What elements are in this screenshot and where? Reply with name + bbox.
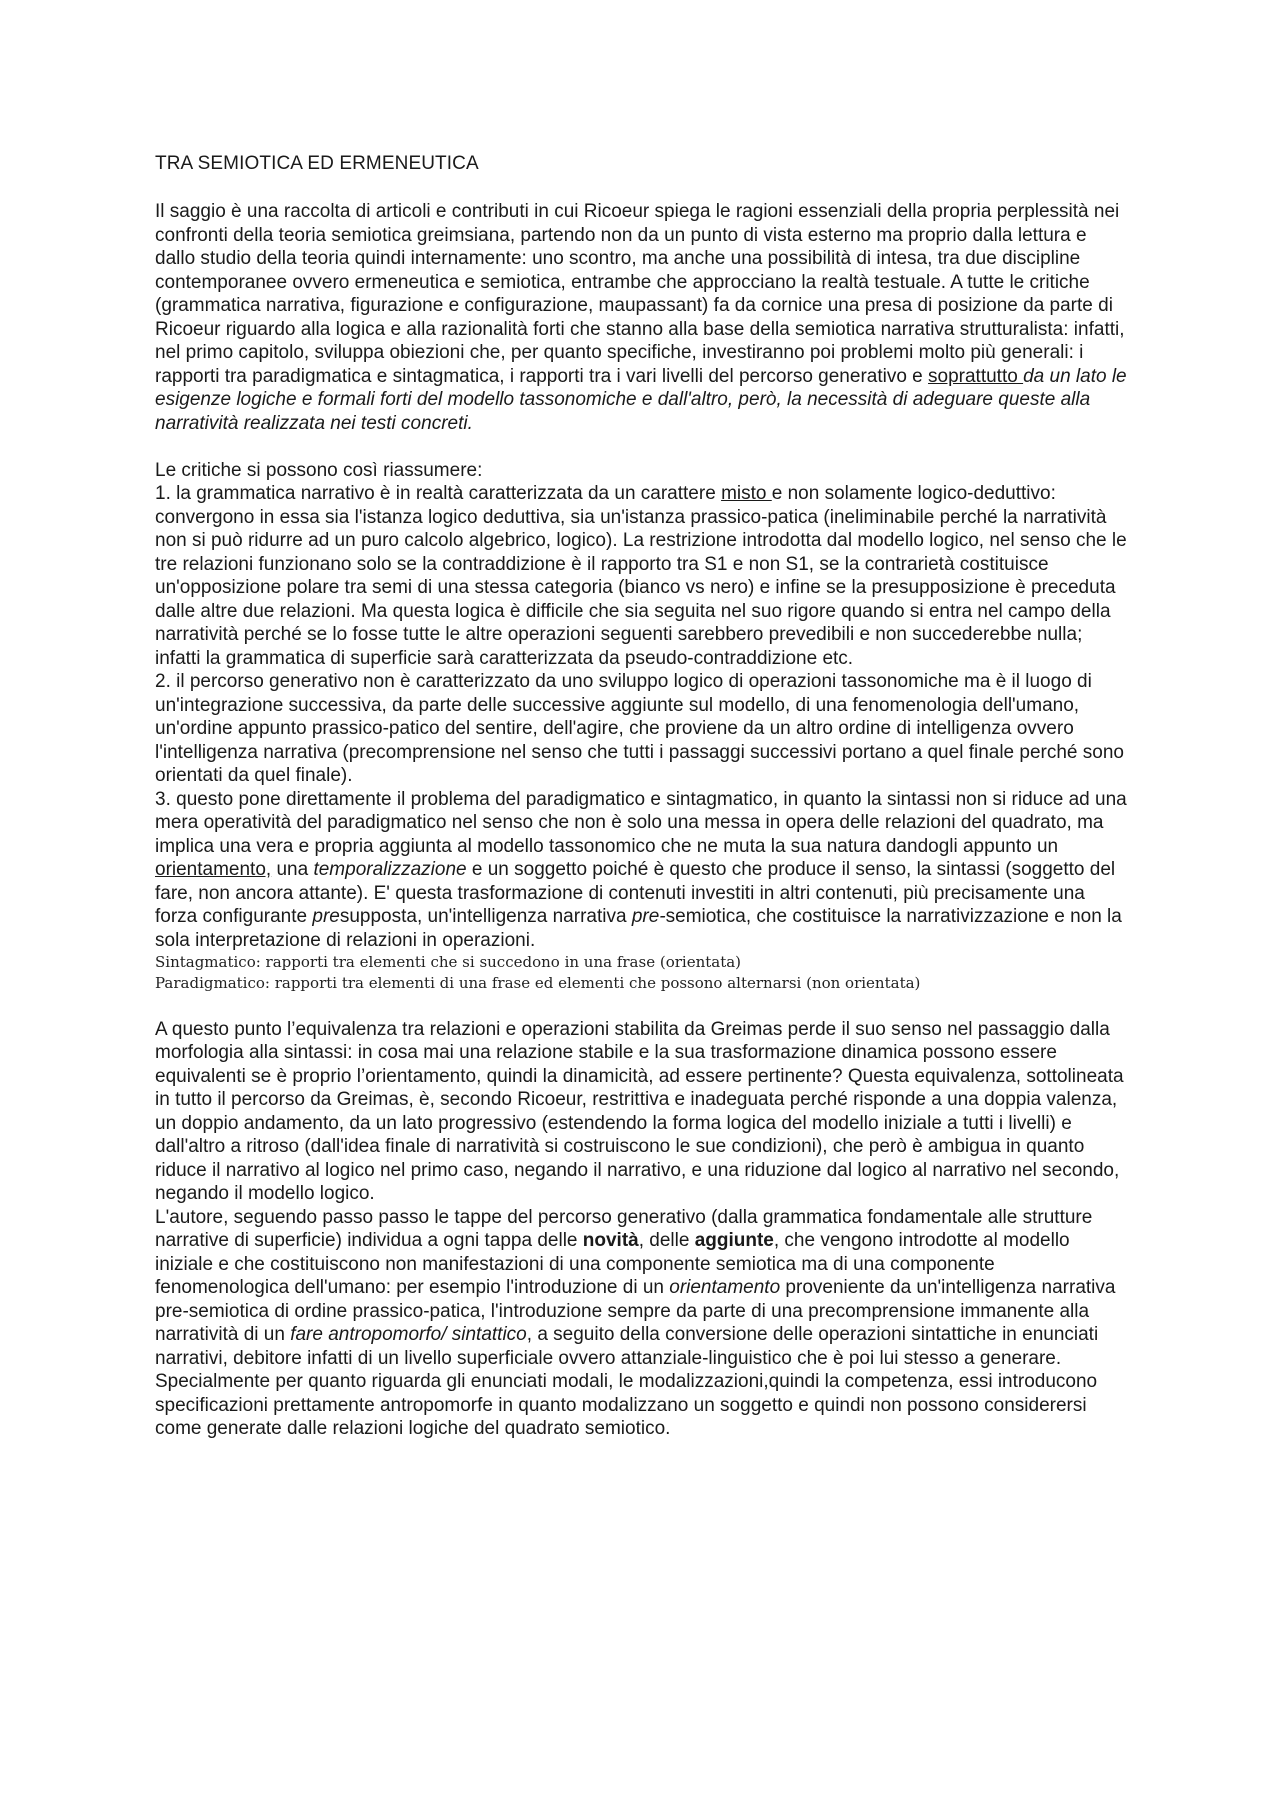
critique-1-text-a: 1. la grammatica narrativo è in realtà caratterizzata da un carattere (155, 483, 722, 504)
critique-1-text-b: e non solamente logico-deduttivo: convergono in essa sia l'istanza logico deduttiva, sia un'istanza prassico-patica (ineliminabile perché la narratività non si può ridurre ad un puro calcolo algebrico, logico). La restrizione introdotta dal modello logico, nel senso che le tre relazioni funzionano solo se la contraddizione è il rapporto tra S1 e non S1, se la contrarietà costituisce un'opposizione polare tra semi di una stessa categoria (bianco vs nero) e infine se la presupposizione è preceduta dalle altre due relazioni. Ma questa logica è difficile che sia seguita nel suo rigore quando si entra nel campo della narratività perché se lo fosse tutte le altre operazioni seguenti sarebbero prevedibili e non succederebbe nulla; infatti la grammatica di superficie sarà caratterizzata da pseudo-contraddizione etc. (155, 483, 1127, 669)
note-paradigmatico: Paradigmatico: rapporti tra elementi di una frase ed elementi che possono alternarsi (non orientata) (155, 974, 921, 992)
spacer (155, 435, 1130, 459)
critique-item-2: 2. il percorso generativo non è caratterizzato da uno sviluppo logico di operazioni tassonomiche ma è il luogo di un'integrazione successiva, da parte delle successive aggiunte sul modello, di una fenomenologia dell'umano, un'ordine appunto prassico-patico del sentire, dell'agire, che proviene da un altro ordine di intelligenza ovvero l'intelligenza narrativa (precomprensione nel senso che tutti i passaggi successivi portano a quel finale perché sono orientati da quel finale). (155, 671, 1124, 786)
critique-3-text-c: e un soggetto poiché è questo che produce il senso, la sintassi (soggetto del fare, non ancora attante). E' questa trasformazione di contenuti investiti in altri contenuti, più precisamente una forza configurante (155, 859, 1116, 927)
spacer (155, 994, 1130, 1018)
modal-paragraph: Specialmente per quanto riguarda gli enunciati modali, le modalizzazioni,quindi la competenza, essi introducono specificazioni prettamente antropomorfe in quanto modalizzano un soggetto e quindi non possono considerersi come generate dalle relazioni logiche del quadrato semiotico. (155, 1371, 1098, 1439)
critique-item-3 (155, 788, 1130, 953)
italic-fare-antropomorfo: fare antropomorfo/ sintattico (290, 1324, 527, 1345)
intro-paragraph (155, 200, 1130, 435)
bold-aggiunte: aggiunte (694, 1230, 774, 1251)
author-text-f: , a seguito della conversione delle operazioni sintattiche in enunciati narrativi, debitore infatti di un livello superficiale ovvero attanziale-linguistico che è poi lui stesso a generare. (155, 1324, 1099, 1369)
critique-3-italic-3: pre- (631, 906, 666, 927)
italic-phrase: da un lato le esigenze logiche e formali forti del modello tassonomiche e dall'altro, però, la necessità di adeguare queste alla narratività realizzata nei testi concreti. (155, 365, 1127, 434)
equivalence-paragraph: A questo punto l’equivalenza tra relazioni e operazioni stabilita da Greimas perde il suo senso nel passaggio dalla morfologia alla sintassi: in cosa mai una relazione stabile e la sua trasformazione dinamica possono essere equivalenti se è proprio l’orientamento, quindi la dinamicità, ad essere pertinente? Questa equivalenza, sottolineata in tutto il percorso da Greimas, è, secondo Ricoeur, restrittiva e inadeguata perché risponde a una doppia valenza, un doppio andamento, da un lato progressivo (estendendo la forma logica del modello iniziale a tutti i livelli) e dall'altro a ritroso (dall'idea finale di narratività si costruiscono le sue condizioni), che però è ambigua in quanto riduce il narrativo al logico nel primo caso, negando il narrativo, e una riduzione dal logico al narrativo nel secondo, negando il modello logico. (155, 1018, 1124, 1204)
critique-1-underlined: misto (721, 483, 772, 504)
critique-3-text-d: supposta, un'intelligenza narrativa (339, 906, 632, 927)
critique-3-italic-1: temporalizzazione (313, 859, 467, 880)
critique-3-text-a: 3. questo pone direttamente il problema del paradigmatico e sintagmatico, in quanto la sintassi non si riduce ad una mera operatività del paradigmatico nel senso che non è solo una messa in opera delle relazioni del quadrato, ma implica una vera e propria aggiunta al modello tassonomico che ne muta la sua natura dandogli appunto un (155, 788, 1127, 857)
document-title: TRA SEMIOTICA ED ERMENEUTICA (155, 153, 479, 174)
author-text-c: , delle (638, 1230, 695, 1251)
author-text-d: , che vengono introdotte al modello iniziale e che costituiscono non manifestazioni di una componente semiotica ma di una componente fenomenologica dell'umano: per esempio l'introduzione di un (155, 1230, 1070, 1298)
critique-item-1 (155, 482, 1130, 670)
intro-text: Il saggio è una raccolta di articoli e contributi in cui Ricoeur spiega le ragioni essenziali della propria perplessità nei confronti della teoria semiotica greimsiana, partendo non da un punto di vista esterno ma proprio dalla lettura e dallo studio della teoria quindi internamente: uno scontro, ma anche una possibilità di intesa, tra due discipline contemporanee ovvero ermeneutica e semiotica, entrambe che approcciano la realtà testuale. A tutte le critiche (grammatica narrativa, figurazione e configurazione, maupassant) fa da cornice una presa di posizione da parte di Ricoeur riguardo alla logica e alla razionalità forti che stanno alla base della semiotica narrativa strutturalista: infatti, nel primo capitolo, sviluppa obiezioni che, per quanto specifiche, investiranno poi problemi molto più generali: i rapporti tra paradigmatica e sintagmatica, i rapporti tra i vari livelli del percorso generativo e (155, 201, 1125, 387)
critique-3-underlined: orientamento, (155, 859, 272, 880)
note-sintagmatico: Sintagmatico: rapporti tra elementi che si succedono in una frase (orientata) (155, 953, 742, 971)
author-text-e: proveniente da un'intelligenza narrativa pre-semiotica di ordine prassico-patica, l'introduzione sempre da parte di una precomprensione immanente alla narratività di un (155, 1277, 1116, 1345)
author-text-b: L'autore, seguendo passo passo le tappe del percorso generativo (dalla grammatica fondamentale alle strutture narrative di superficie) individua a ogni tappa delle (155, 1206, 1093, 1251)
author-paragraph (155, 1206, 1130, 1371)
italic-orientamento: orientamento (669, 1277, 781, 1298)
critique-3-italic-2: pre (312, 906, 340, 927)
critique-3-text-b: una (271, 859, 314, 880)
critique-3-text-e: semiotica, che costituisce la narrativizzazione e non la sola interpretazione di relazioni in operazioni. (155, 906, 1122, 951)
underlined-word: soprattutto (928, 365, 1024, 387)
critiques-intro: Le critiche si possono così riassumere: (155, 459, 483, 481)
bold-novita: novità (582, 1230, 639, 1251)
